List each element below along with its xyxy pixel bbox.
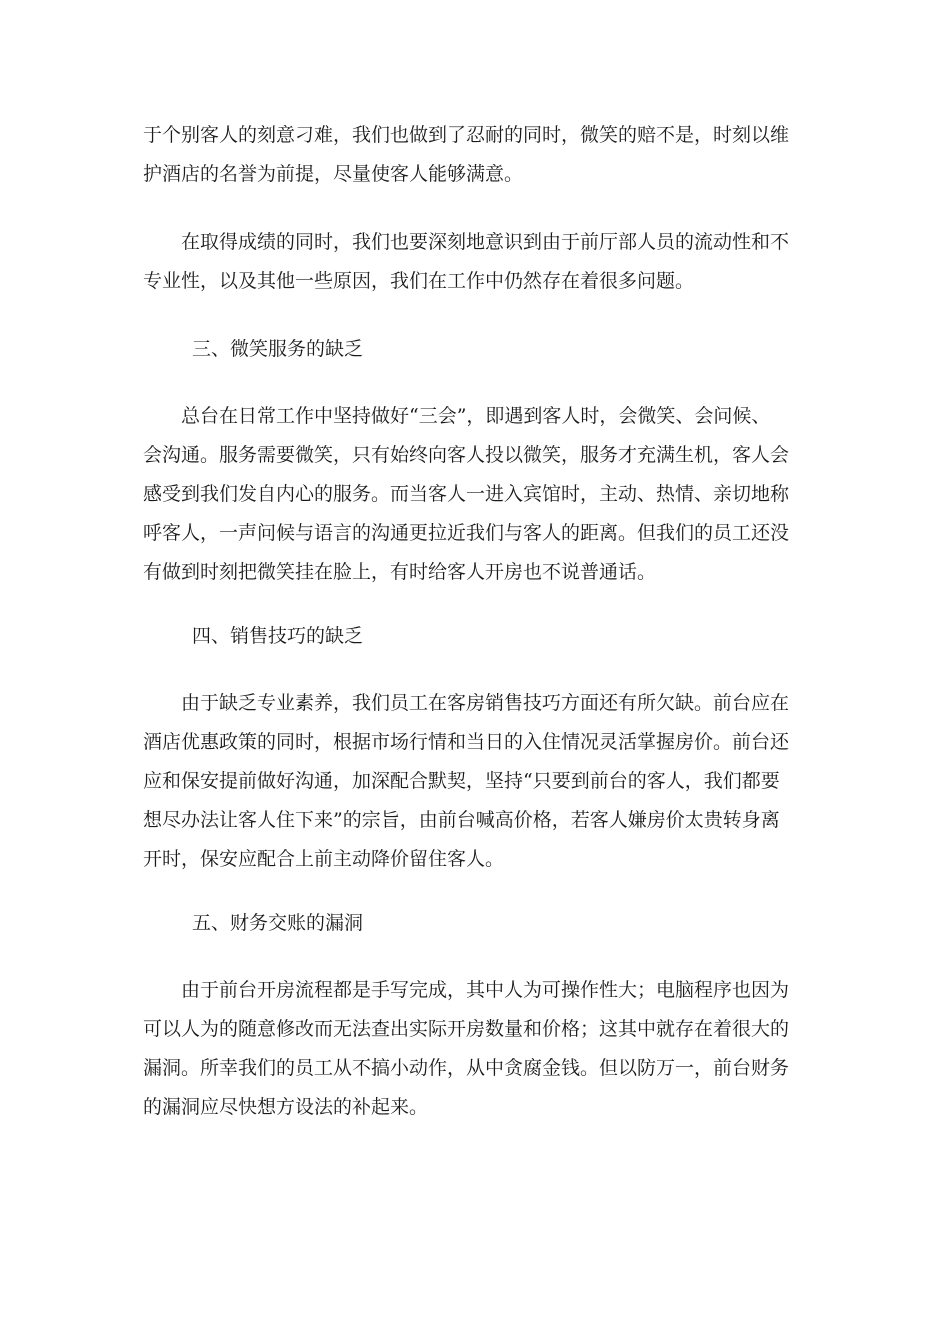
section-heading-finance: 五、财务交账的漏洞 (192, 912, 364, 934)
section-heading-sales: 四、销售技巧的缺乏 (192, 625, 364, 647)
paragraph-smile-service: 总台在日常工作中坚持做好“三会”，即遇到客人时，会微笑、会问候、 会沟通。服务需要微笑，只有始终向客人投以微笑，服务才充满生机，客人会 感受到我们发自内心的服务。而当客人一进入宾馆时，主动、热情、亲切地称 呼客人，一声问候与语言的沟通更拉近我们与客人的距离。但我们的员工还没 有做到时刻把微笑挂在脸上，有时给客人开房也不说普通话。 (143, 405, 790, 583)
paragraph-intro-tail: 于个别客人的刻意刁难，我们也做到了忍耐的同时，微笑的赔不是，时刻以维 护酒店的名誉为前提，尽量使客人能够满意。 (143, 124, 790, 185)
section-heading-smile: 三、微笑服务的缺乏 (192, 338, 364, 360)
paragraph-problems: 在取得成绩的同时，我们也要深刻地意识到由于前厅部人员的流动性和不 专业性，以及其他一些原因，我们在工作中仍然存在着很多问题。 (143, 231, 790, 292)
paragraph-finance: 由于前台开房流程都是手写完成，其中人为可操作性大；电脑程序也因为 可以人为的随意修改而无法查出实际开房数量和价格；这其中就存在着很大的 漏洞。所幸我们的员工从不搞小动作，从中贪腐金钱。但以防万一，前台财务 的漏洞应尽快想方设法的补起来。 (143, 979, 790, 1118)
paragraph-sales-skills: 由于缺乏专业素养，我们员工在客房销售技巧方面还有所欠缺。前台应在 酒店优惠政策的同时，根据市场行情和当日的入住情况灵活掌握房价。前台还 应和保安提前做好沟通，加深配合默契，坚持“只要到前台的客人，我们都要 想尽办法让客人住下来”的宗旨，由前台喊高价格，若客人嫌房价太贵转身离 开时，保安应配合上前主动降价留住客人。 (143, 692, 790, 870)
